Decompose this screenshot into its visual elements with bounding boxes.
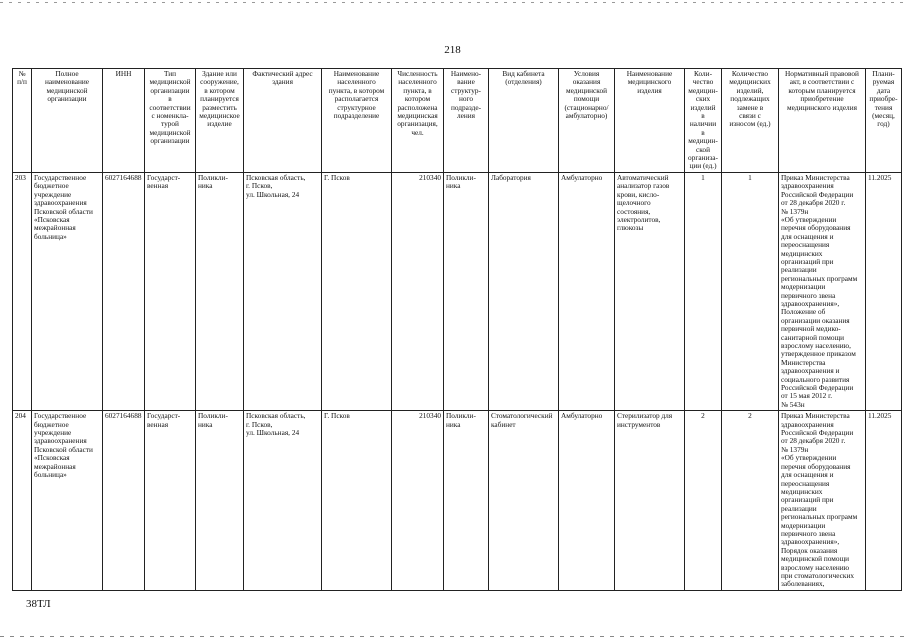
cell-qty-have: 2 [685, 411, 722, 591]
cell-unit: Поликли- ника [444, 411, 489, 591]
cell-conditions: Амбулаторно [559, 411, 615, 591]
col-header-legal-act: Нормативный правовой акт, в соответствии с которым планируется приобретение медицинского изделия [779, 69, 866, 173]
cell-org-type: Государст- венная [145, 411, 196, 591]
col-header-population: Численность населенного пункта, в котором расположена медицинская организация, чел. [392, 69, 444, 173]
cell-inn: 6027164688 [103, 411, 145, 591]
cell-org-type: Государст- венная [145, 172, 196, 410]
cell-population: 210340 [392, 172, 444, 410]
cell-organization: Государственное бюджетное учреждение здравоохранения Псковской области «Псковская межрайонная больница» [32, 411, 103, 591]
cell-settlement: Г. Псков [322, 172, 392, 410]
page-number: 218 [444, 44, 461, 56]
col-header-qty-have: Коли- чество медицин- ских изделий в наличии в медицин- ской организа- ции (ед.) [685, 69, 722, 173]
col-header-number: № п/п [13, 69, 32, 173]
cell-address: Псковская область, г. Псков, ул. Школьная, 24 [244, 172, 322, 410]
cell-device: Автоматический анализатор газов крови, кисло- щелочного состояния, электролитов, глюкозы [615, 172, 685, 410]
cell-date: 11.2025 [866, 411, 902, 591]
cell-device: Стерилизатор для инструментов [615, 411, 685, 591]
col-header-unit: Наимено- вание структур- ного подразде- ления [444, 69, 489, 173]
cell-conditions: Амбулаторно [559, 172, 615, 410]
scan-edge-bottom [0, 636, 905, 637]
cell-organization: Государственное бюджетное учреждение здравоохранения Псковской области «Псковская межрайонная больница» [32, 172, 103, 410]
cell-address: Псковская область, г. Псков, ул. Школьная, 24 [244, 411, 322, 591]
cell-legal-act: Приказ Министерства здравоохранения Российской Федерации от 28 декабря 2020 г. № 1379н «Об утверждении перечня оборудования для оснащения и переоснащения медицинских организаций при реализации региональных программ модернизации первичного звена здравоохранения», Положение об организации оказания первичной медико- санитарной помощи взрослому населению, утвержденное приказом Министерства здравоохранения и социального развития Российской Федерации от 15 мая 2012 г. № 543н [779, 172, 866, 410]
cell-inn: 6027164688 [103, 172, 145, 410]
cell-number: 203 [13, 172, 32, 410]
cell-number: 204 [13, 411, 32, 591]
cell-qty-replace: 2 [722, 411, 779, 591]
cell-qty-have: 1 [685, 172, 722, 410]
col-header-cabinet: Вид кабинета (отделения) [489, 69, 559, 173]
cell-cabinet: Стоматологический кабинет [489, 411, 559, 591]
cell-cabinet: Лаборатория [489, 172, 559, 410]
col-header-address: Фактический адрес здания [244, 69, 322, 173]
cell-building: Поликли- ника [196, 411, 244, 591]
scan-edge-top [0, 2, 905, 3]
col-header-qty-replace: Количество медицинских изделий, подлежащих замене в связи с износом (ед.) [722, 69, 779, 173]
col-header-device: Наименование медицинского изделия [615, 69, 685, 173]
cell-building: Поликли- ника [196, 172, 244, 410]
equipment-table [12, 68, 902, 591]
col-header-organization: Полное наименование медицинской организации [32, 69, 103, 173]
col-header-date: Плани- руемая дата приобре- тения (месяц, год) [866, 69, 902, 173]
cell-date: 11.2025 [866, 172, 902, 410]
col-header-conditions: Условия оказания медицинской помощи (стационарно/ амбулаторно) [559, 69, 615, 173]
cell-settlement: Г. Псков [322, 411, 392, 591]
cell-legal-act: Приказ Министерства здравоохранения Российской Федерации от 28 декабря 2020 г. № 1379н «Об утверждении перечня оборудования для оснащения и переоснащения медицинских организаций при реализации региональных программ модернизации первичного звена здравоохранения», Порядок оказания медицинской помощи взрослому населению при стоматологических заболеваниях, [779, 411, 866, 591]
cell-unit: Поликли- ника [444, 172, 489, 410]
table-header-row [13, 69, 902, 173]
footer-code: 38ТЛ [26, 598, 51, 610]
col-header-org-type: Тип медицинской организации в соответствии с номенкла- турой медицинской организации [145, 69, 196, 173]
col-header-inn: ИНН [103, 69, 145, 173]
col-header-settlement: Наименование населенного пункта, в котором располагается структурное подразделение [322, 69, 392, 173]
table-row [13, 411, 902, 591]
cell-qty-replace: 1 [722, 172, 779, 410]
table-row [13, 172, 902, 410]
cell-population: 210340 [392, 411, 444, 591]
col-header-building: Здание или сооружение, в котором планируется разместить медицинское изделие [196, 69, 244, 173]
